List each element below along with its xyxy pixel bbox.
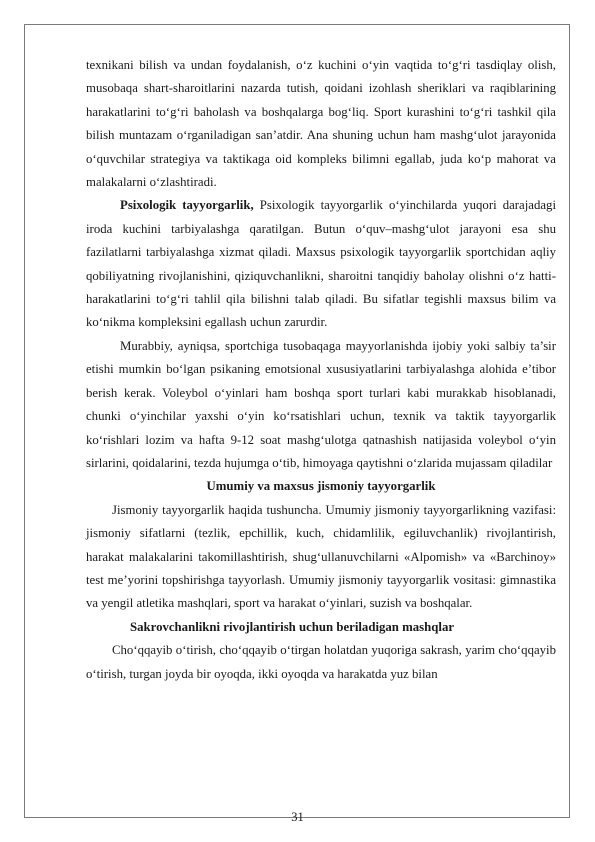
paragraph-exercises: Cho‘qqayib o‘tirish, cho‘qqayib o‘tirgan holatdan yuqoriga sakrash, yarim cho‘qqayib o‘tirish, turgan joyda bir oyoqda, ikki oyoqda va harakatda yuz bilan [86, 643, 556, 681]
paragraph-psychological [86, 194, 556, 334]
paragraph-technique: texnikani bilish va undan foydalanish, o‘z kuchini o‘yin vaqtida to‘g‘ri tasdiqlay olish, musobaqa shart-sharoitlarini nazarda tutish, qoidani izohlash sheriklari va raqiblarining harakatlarini to‘g‘ri baholash va boshqalarga bog‘liq. Sport kurashini to‘g‘ri tashkil qila bilish muntazam o‘rganiladigan san’atdir. Ana shuning uchun ham mashg‘ulot jarayonida o‘quvchilar strategiya va taktikaga oid kompleks bilimni egallab, juda ko‘p mahorat va malakalarni o‘zlashtiradi. [86, 58, 556, 190]
paragraph-psychological-text: Psixologik tayyorgarlik o‘yinchilarda yuqori darajadagi iroda kuchini tarbiyalashga qaratilgan. Butun o‘quv–mashg‘ulot jarayoni esa shu fazilatlarni tarbiyalashga xizmat qiladi. Maxsus psixologik tayyorgarlik sportchidan aqliy qobiliyatning rivojlanishini, qiziquvchanlikni, sharoitni tanqidiy baholay olishni o‘z hatti-harakatlarini to‘g‘ri tahlil qila bilishni talab qiladi. Bu sifatlar tegishli maxsus bilim va ko‘nikma kompleksini egallash uchun zarurdir. [86, 198, 557, 330]
page-number: 31 [291, 810, 304, 824]
section-heading-general-physical: Umumiy va maxsus jismoniy tayyorgarlik [206, 479, 436, 494]
page-body [86, 54, 556, 686]
paragraph-physical-preparation: Jismoniy tayyorgarlik haqida tushuncha. Umumiy jismoniy tayyorgarlikning vazifasi: jismoniy sifatlarni (tezlik, epchillik, kuch, chidamlilik, egiluvchanlik) rivojlantirish, harakat malakalarini takomillashtirish, shug‘ullanuvchilarni «Alpomish» va «Barchinoy» test me’yorini topshirishga tayyorlash. Umumiy jismoniy tayyorgarlik vositasi: gimnastika va yengil atletika mashqlari, sport va harakat o‘yinlari, suzish va boshqalar. [86, 502, 556, 611]
section-heading-jumping-exercises: Sakrovchanlikni rivojlantirish uchun beriladigan mashqlar [130, 619, 455, 634]
term-psychological-preparation: Psixologik tayyorgarlik, [120, 198, 254, 213]
paragraph-coach: Murabbiy, ayniqsa, sportchiga tusobaqaga mayyorlanishda ijobiy yoki salbiy ta’sir etishi mumkin bo‘lgan psikaning emotsional xususiyatlarini tarbiyalashga alohida e’tibor berish kerak. Voleybol o‘yinlari ham boshqa sport turlari kabi murakkab hisoblanadi, chunki o‘yinchilar yaxshi o‘yin ko‘rsatishlari uchun, texnik va taktik tayyorgarlik ko‘rishlari lozim va hafta 9-12 soat mashg‘ulotga qatnashish natijasida voleybol o‘yin sirlarini, qoidalarini, tezda hujumga o‘tib, himoyaga qaytishni o‘zlarida mujassam qiladilar [86, 338, 556, 470]
